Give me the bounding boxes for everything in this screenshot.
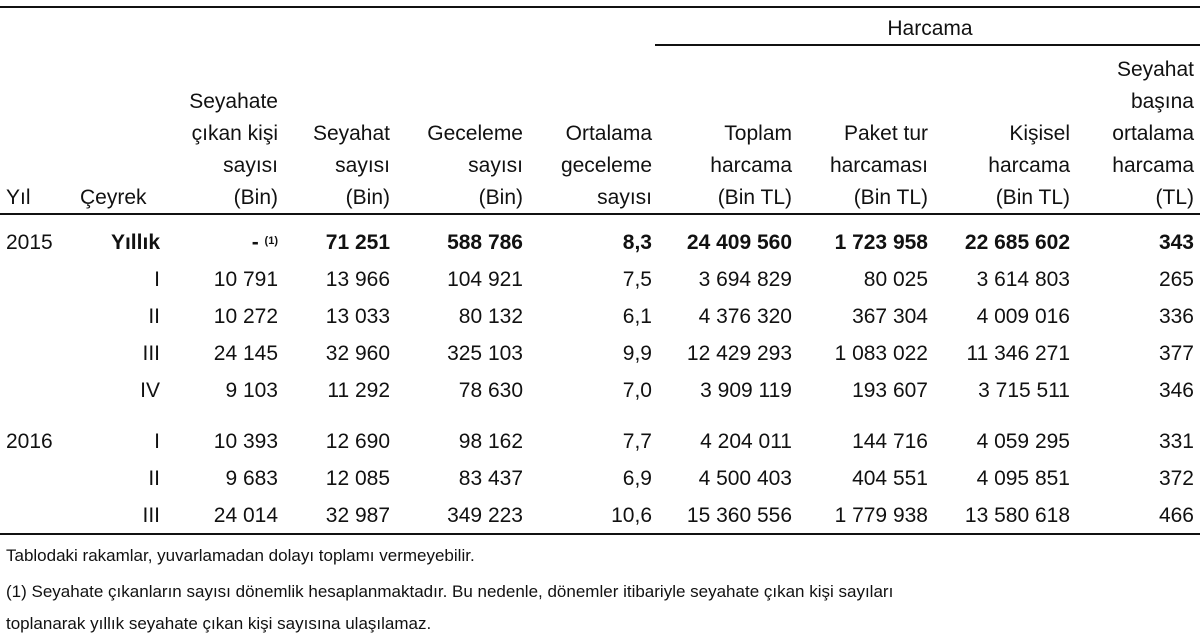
row-nights: 325 103 [447,342,523,365]
row-personal-spending: 13 580 618 [964,504,1070,527]
col-header-per-trip-spending-line-3: ortalama [1112,122,1194,145]
row-personal-spending: 4 095 851 [976,467,1070,490]
row-total-spending: 3 694 829 [698,268,792,291]
col-header-persons-line-4: (Bin) [233,186,278,209]
col-header-avg-nights-line-1: Ortalama [565,122,652,145]
row-per-trip-spending: 466 [1158,504,1194,527]
row-avg-nights: 10,6 [611,504,652,527]
col-header-package-spending-line-3: (Bin TL) [853,186,928,209]
row-per-trip-spending: 343 [1158,231,1194,254]
row-trips: 13 033 [325,305,390,328]
row-trips: 71 251 [325,231,390,254]
row-package-spending: 1 083 022 [834,342,928,365]
col-header-avg-nights-line-3: sayısı [597,186,652,209]
row-persons: 24 014 [213,504,278,527]
col-header-persons-line-1: Seyahate [189,90,278,113]
row-nights: 80 132 [458,305,523,328]
row-personal-spending: 22 685 602 [964,231,1070,254]
row-personal-spending: 4 059 295 [976,430,1070,453]
row-year: 2016 [6,430,53,453]
row-nights: 83 437 [458,467,523,490]
row-total-spending: 12 429 293 [686,342,792,365]
row-persons: 10 393 [213,430,278,453]
col-header-package-spending-line-1: Paket tur [843,122,928,145]
row-per-trip-spending: 331 [1158,430,1194,453]
row-persons: 10 791 [213,268,278,291]
row-total-spending: 4 376 320 [698,305,792,328]
row-quarter: II [148,305,160,328]
col-header-personal-spending-line-1: Kişisel [1009,122,1070,145]
row-per-trip-spending: 377 [1158,342,1194,365]
row-package-spending: 1 779 938 [834,504,928,527]
row-total-spending: 4 500 403 [698,467,792,490]
col-header-avg-nights-line-2: geceleme [560,154,652,177]
row-avg-nights: 9,9 [622,342,652,365]
row-trips: 32 960 [325,342,390,365]
row-avg-nights: 7,5 [622,268,652,291]
row-persons-value: - [251,231,259,254]
row-trips: 12 085 [325,467,390,490]
harcama-group-rule [655,44,1200,46]
row-package-spending: 80 025 [863,268,928,291]
row-trips: 12 690 [325,430,390,453]
row-trips: 11 292 [327,379,390,402]
col-header-nights-line-2: sayısı [468,154,523,177]
row-quarter: Yıllık [110,231,160,254]
row-total-spending: 3 909 119 [700,379,792,402]
row-per-trip-spending: 336 [1158,305,1194,328]
row-package-spending: 404 551 [852,467,928,490]
col-header-persons-line-2: çıkan kişi [191,122,278,145]
row-total-spending: 4 204 011 [700,430,792,453]
footnote-marker: (1) [264,235,278,247]
row-nights: 349 223 [447,504,523,527]
col-header-per-trip-spending-line-2: başına [1130,90,1194,113]
col-header-per-trip-spending-line-5: (TL) [1155,186,1194,209]
row-nights: 78 630 [458,379,523,402]
row-nights: 98 162 [458,430,523,453]
col-header-persons-line-3: sayısı [223,154,278,177]
col-header-trips-line-3: (Bin) [345,186,390,209]
col-header-year: Yıl [6,186,31,209]
row-persons: 9 103 [225,379,278,402]
row-quarter: II [148,467,160,490]
col-header-trips-line-2: sayısı [335,154,390,177]
col-header-nights-line-3: (Bin) [478,186,523,209]
row-personal-spending: 3 614 803 [976,268,1070,291]
col-header-total-spending-line-1: Toplam [724,122,792,145]
col-header-nights-line-1: Geceleme [427,122,523,145]
top-rule [0,6,1200,8]
row-nights: 588 786 [447,231,523,254]
col-header-trips-line-1: Seyahat [312,122,390,145]
row-personal-spending: 4 009 016 [976,305,1070,328]
row-persons: 10 272 [213,305,278,328]
row-persons: 9 683 [225,467,278,490]
row-package-spending: 193 607 [852,379,928,402]
col-header-per-trip-spending-line-4: harcama [1112,154,1194,177]
note-1-line-1: (1) Seyahate çıkanların sayısı dönemlik hesaplanmaktadır. Bu nedenle, dönemler itibariyle seyahate çıkan kişi sayıları [6,582,894,601]
row-avg-nights: 6,1 [622,305,652,328]
harcama-group-title: Harcama [887,17,973,40]
row-quarter: IV [140,379,160,402]
row-total-spending: 24 409 560 [686,231,792,254]
col-header-total-spending-line-2: harcama [710,154,792,177]
row-quarter: I [154,268,160,291]
row-package-spending: 1 723 958 [834,231,928,254]
table-bottom-rule [0,533,1200,535]
col-header-quarter: Çeyrek [80,186,147,209]
row-avg-nights: 7,0 [622,379,652,402]
row-per-trip-spending: 265 [1158,268,1194,291]
row-trips: 13 966 [325,268,390,291]
row-avg-nights: 6,9 [622,467,652,490]
col-header-package-spending-line-2: harcaması [829,154,928,177]
row-persons: 24 145 [213,342,278,365]
row-trips: 32 987 [325,504,390,527]
row-avg-nights: 7,7 [622,430,652,453]
row-year: 2015 [6,231,53,254]
col-header-total-spending-line-3: (Bin TL) [717,186,792,209]
col-header-per-trip-spending-line-1: Seyahat [1116,58,1194,81]
note-rounding: Tablodaki rakamlar, yuvarlamadan dolayı toplamı vermeyebilir. [6,546,475,565]
row-quarter: I [154,430,160,453]
row-personal-spending: 11 346 271 [966,342,1070,365]
col-header-personal-spending-line-2: harcama [988,154,1070,177]
row-package-spending: 144 716 [852,430,928,453]
row-quarter: III [142,342,160,365]
row-per-trip-spending: 346 [1158,379,1194,402]
row-per-trip-spending: 372 [1158,467,1194,490]
header-bottom-rule [0,213,1200,215]
row-total-spending: 15 360 556 [686,504,792,527]
col-header-personal-spending-line-3: (Bin TL) [995,186,1070,209]
row-personal-spending: 3 715 511 [978,379,1070,402]
row-avg-nights: 8,3 [622,231,652,254]
note-1-line-2: toplanarak yıllık seyahate çıkan kişi sayısına ulaşılamaz. [6,614,432,633]
row-nights: 104 921 [447,268,523,291]
row-package-spending: 367 304 [852,305,928,328]
row-quarter: III [142,504,160,527]
